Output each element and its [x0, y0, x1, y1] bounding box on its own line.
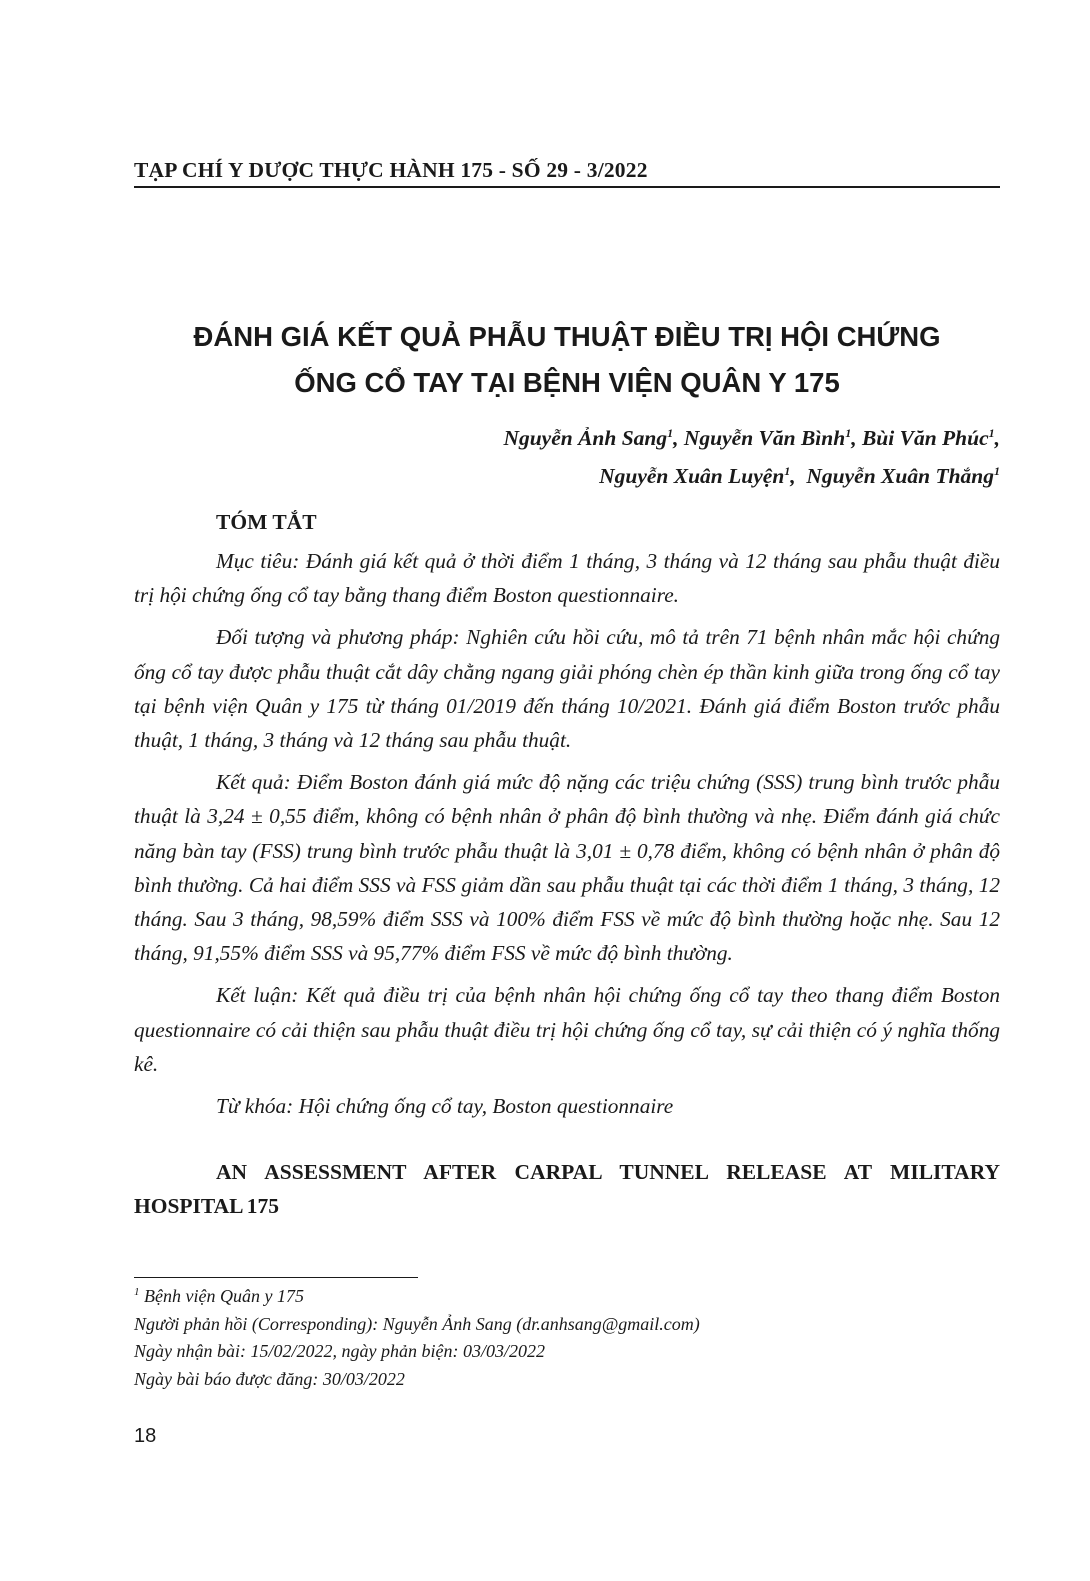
abstract-objective: Mục tiêu: Đánh giá kết quả ở thời điểm 1 tháng, 3 tháng và 12 tháng sau phẫu thuật điều trị hội chứng ống cổ tay bằng thang điểm Boston questionnaire.	[134, 549, 1000, 608]
footnote-affiliation	[134, 1283, 1000, 1311]
footnote-rule	[134, 1277, 418, 1278]
author-name: Bùi Văn Phúc	[861, 426, 989, 450]
affiliation-mark: 1	[784, 463, 791, 478]
footnotes	[134, 1283, 1000, 1393]
abstract-heading: TÓM TẮT	[216, 510, 317, 534]
affiliation-mark: 1	[845, 425, 852, 440]
abstract-results: Kết quả: Điểm Boston đánh giá mức độ nặng các triệu chứng (SSS) trung bình trước phẫu thuật là 3,24 ± 0,55 điểm, không có bệnh nhân ở phân độ bình thường và nhẹ. Điểm đánh giá chức năng bàn tay (FSS) trung bình trước phẫu thuật là 3,01 ± 0,78 điểm, không có bệnh nhân ở phân độ bình thường. Cả hai điểm SSS và FSS giảm dần sau phẫu thuật tại các thời điểm 1 tháng, 3 tháng, 12 tháng. Sau 3 tháng, 98,59% điểm SSS và 100% điểm FSS về mức độ bình thường hoặc nhẹ. Sau 12 tháng, 91,55% điểm SSS và 95,77% điểm FSS về mức độ bình thường.	[134, 770, 1000, 966]
author-name: Nguyễn Xuân Thắng	[806, 464, 994, 488]
footnote-corresponding: Người phản hồi (Corresponding): Nguyễn Ảnh Sang (dr.anhsang@gmail.com)	[134, 1313, 700, 1334]
abstract-conclusion: Kết luận: Kết quả điều trị của bệnh nhân hội chứng ống cổ tay theo thang điểm Boston questionnaire có cải thiện sau phẫu thuật điều trị hội chứng ống cổ tay, sự cải thiện có ý nghĩa thống kê.	[134, 983, 1000, 1076]
abstract-methods: Đối tượng và phương pháp: Nghiên cứu hồi cứu, mô tả trên 71 bệnh nhân mắc hội chứng ống cổ tay được phẫu thuật cắt dây chằng ngang giải phóng chèn ép thần kinh giữa trong ống cổ tay tại bệnh viện Quân y 175 từ tháng 01/2019 đến tháng 10/2021. Đánh giá điểm Boston trước phẫu thuật, 1 tháng, 3 tháng và 12 tháng sau phẫu thuật.	[134, 625, 1000, 753]
affiliation-mark: 1	[988, 425, 995, 440]
affiliation-text: Bệnh viện Quân y 175	[144, 1286, 304, 1306]
abstract-keywords: Từ khóa: Hội chứng ống cổ tay, Boston questionnaire	[216, 1094, 674, 1119]
english-title: AN ASSESSMENT AFTER CARPAL TUNNEL RELEASE AT MILITARY HOSPITAL 175	[134, 1160, 1000, 1218]
affiliation-mark: 1	[134, 1286, 140, 1298]
header-rule	[134, 186, 1000, 188]
author-line-1: Nguyễn Ảnh Sang$^1$, Nguyễn Văn Bình$^1$, Bùi Văn Phúc$^1$,	[503, 425, 1000, 450]
affiliation-mark: 1	[994, 463, 1000, 478]
author-name: Nguyễn Xuân Luyện	[599, 464, 785, 488]
title-line-1: ĐÁNH GIÁ KẾT QUẢ PHẪU THUẬT ĐIỀU TRỊ HỘI CHỨNG	[193, 321, 941, 352]
affiliation-mark: 1	[667, 425, 674, 440]
footnote-published: Ngày bài báo được đăng: 30/03/2022	[134, 1368, 405, 1389]
abstract-body	[134, 544, 1000, 1131]
article-title	[134, 314, 1000, 406]
title-line-2: ỐNG CỔ TAY TẠI BỆNH VIỆN QUÂN Y 175	[294, 367, 840, 398]
journal-header: TẠP CHÍ Y DƯỢC THỰC HÀNH 175 - SỐ 29 - 3/2022	[134, 158, 648, 182]
page-number: 18	[134, 1425, 157, 1447]
author-name: Nguyễn Văn Bình	[683, 426, 846, 450]
author-list	[134, 419, 1000, 495]
footnote-received: Ngày nhận bài: 15/02/2022, ngày phản biện: 03/03/2022	[134, 1341, 545, 1361]
author-line-2: Nguyễn Xuân Luyện$^1$, Nguyễn Xuân Thắng$^1$	[599, 463, 1000, 488]
author-name: Nguyễn Ảnh Sang	[503, 426, 668, 450]
